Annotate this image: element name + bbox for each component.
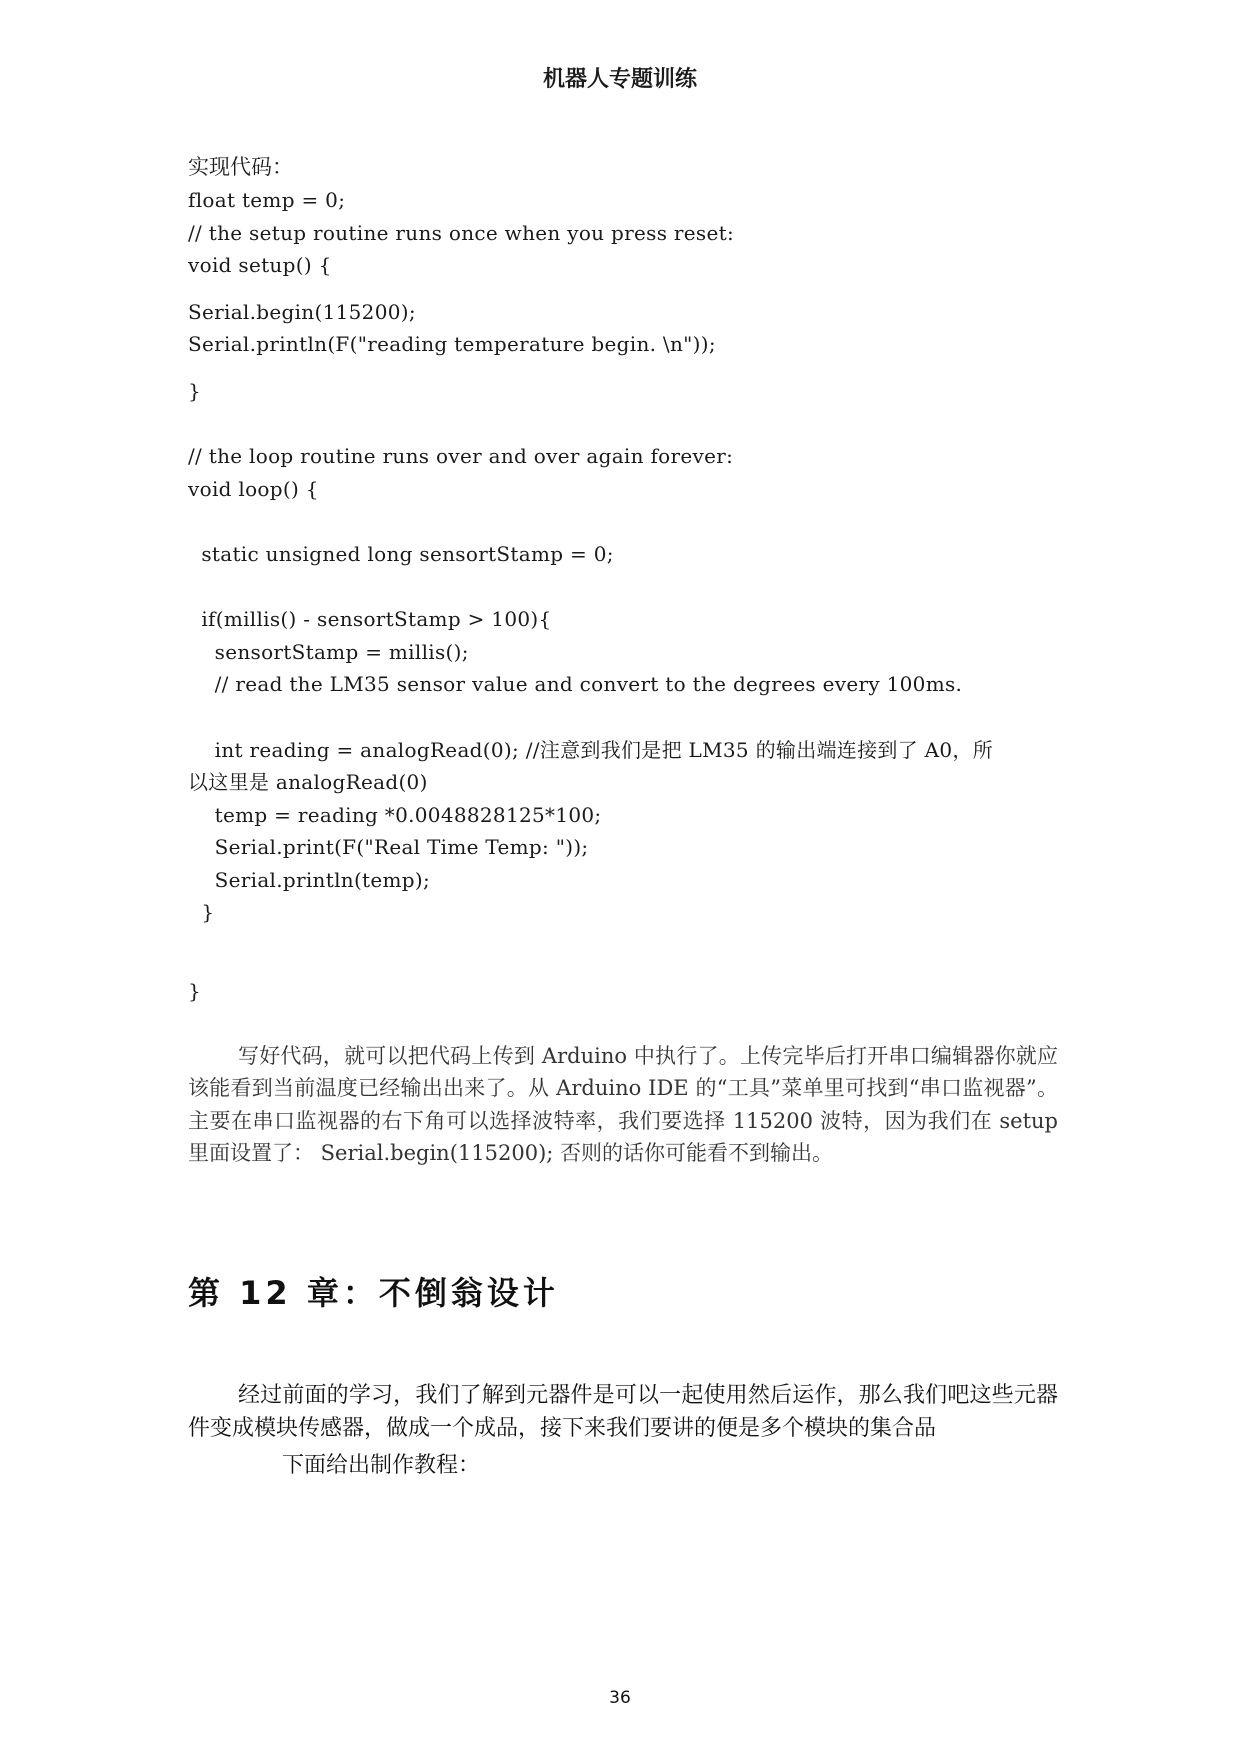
code-line: }: [188, 900, 215, 925]
code-line: Serial.println(temp);: [188, 867, 431, 892]
code-line: }: [188, 378, 202, 403]
code-line: }: [188, 979, 202, 1004]
code-line: temp = reading *0.0048828125*100;: [188, 802, 602, 827]
page-header-title: 机器人专题训练: [542, 67, 697, 92]
code-line: // read the LM35 sensor value and convert to the degrees every 100ms.: [188, 672, 963, 697]
code-line: // the loop routine runs over and over again forever:: [188, 444, 734, 469]
code-line: 以这里是 analogRead(0): [188, 770, 428, 795]
code-block: [188, 184, 1058, 1008]
code-intro-label: 实现代码：: [188, 155, 293, 179]
code-line: Serial.print(F("Real Time Temp: "));: [188, 835, 589, 860]
code-line: float temp = 0;: [188, 188, 346, 212]
code-line: void loop() {: [188, 476, 319, 501]
code-line: // the setup routine runs once when you press reset:: [188, 220, 734, 245]
code-line: sensortStamp = millis();: [188, 639, 469, 664]
paragraph-chapter-intro: 经过前面的学习，我们了解到元器件是可以一起使用然后运作，那么我们吧这些元器件变成模块传感器，做成一个成品，接下来我们要讲的便是多个模块的集合品: [188, 1383, 1058, 1441]
paragraph-upload-instructions: 写好代码，就可以把代码上传到 Arduino 中执行了。上传完毕后打开串口编辑器你就应该能看到当前温度已经输出出来了。从 Arduino IDE 的“工具”菜单里可找到“串口监视器”。主要在串口监视器的右下角可以选择波特率，我们要选择 115200 波特，因为我们在 setup 里面设置了： Serial.begin(115200); 否则的话你可能看不到输出。: [188, 1043, 1058, 1166]
page-content: [188, 150, 1058, 1483]
chapter-heading: 第 12 章：不倒翁设计: [188, 1274, 559, 1313]
code-line: int reading = analogRead(0); //注意到我们是把 LM35 的输出端连接到了 A0，所: [188, 737, 994, 762]
code-line: void setup() {: [188, 253, 332, 278]
page-number: 36: [609, 1688, 631, 1708]
code-line: Serial.println(F("reading temperature begin. \n"));: [188, 332, 716, 357]
code-line: if(millis() - sensortStamp > 100){: [188, 607, 552, 632]
code-line: static unsigned long sensortStamp = 0;: [188, 541, 614, 566]
code-line: Serial.begin(115200);: [188, 299, 416, 324]
tutorial-intro-line: 下面给出制作教程：: [282, 1453, 481, 1479]
